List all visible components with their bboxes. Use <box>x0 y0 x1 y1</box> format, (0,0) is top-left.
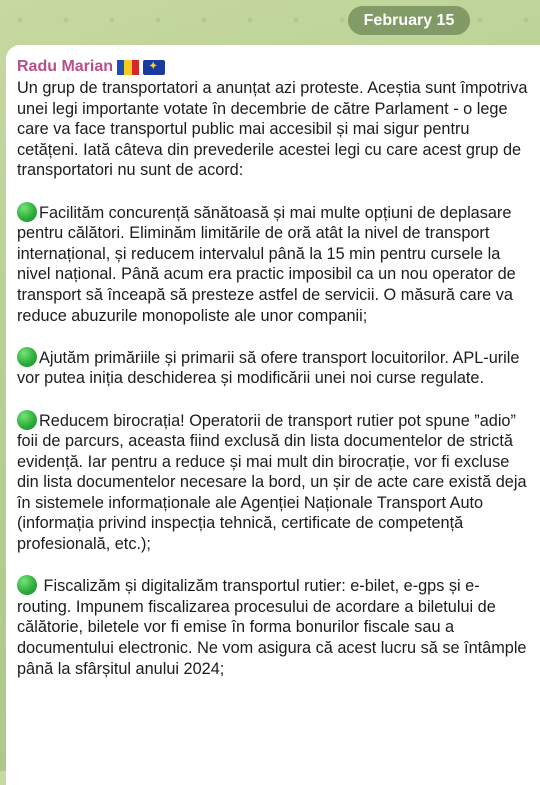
message-point: Facilităm concurență sănătoasă și mai multe opțiuni de deplasare pentru călători. Eliminăm limitările de oră atât la nivel de transport internațional, și reducem intervalul până la 15 min pentru cursele la nivel național. Până acum era practic imposibil ca un nou operator de transport să înceapă să presteze astfel de servicii. O măsură care va reduce abuzurile monopoliste ale unor companii; <box>17 203 516 325</box>
message-intro: Un grup de transportatori a anunțat azi proteste. Aceștia sunt împotriva unei legi importante votate în decembrie de către Parlament - o lege care va face transportul public mai accesibil și mai sigur pentru cetățeni. Iată câteva din prevederile acestei legi cu care acest grup de transportatori nu sunt de acord: <box>17 79 528 180</box>
green-circle-icon <box>17 410 37 430</box>
sender-name[interactable]: Radu Marian <box>17 58 114 75</box>
message-text <box>17 78 532 679</box>
message-point: Fiscalizăm și digitalizăm transportul rutier: e-bilet, e-gps și e-routing. Impunem fiscalizarea procesului de acordare a biletului de călătorie, biletele vor fi emise în forma bonurilor fiscale sau a documentului electronic. Ne vom asigura că acest lucru să se întâmple până la sfârșitul anului 2024; <box>17 577 527 678</box>
green-circle-icon <box>17 575 37 595</box>
moldova-flag-icon <box>117 60 139 75</box>
sender-header <box>17 56 532 78</box>
message-point: Reducem birocrația! Operatorii de transport rutier pot spune ”adio” foii de parcurs, aceasta fiind exclusă din lista documentelor de strictă evidență. Iar pentru a reduce și mai mult din birocrație, vor fi excluse din lista documentelor necesare la bord, un șir de acte care există deja în sistemele informaționale ale Agenției Naționale Transport Auto (informația privind inspecția tehnică, certificate de competență profesională, etc.); <box>17 411 527 554</box>
date-separator: February 15 <box>348 6 470 35</box>
message-point: Ajutăm primăriile și primarii să ofere transport locuitorilor. APL-urile vor putea iniția deschiderea și modificării unei noi curse regulate. <box>17 348 520 388</box>
green-circle-icon <box>17 347 37 367</box>
green-circle-icon <box>17 202 37 222</box>
eu-flag-icon <box>143 60 165 75</box>
message-bubble[interactable] <box>6 45 540 785</box>
